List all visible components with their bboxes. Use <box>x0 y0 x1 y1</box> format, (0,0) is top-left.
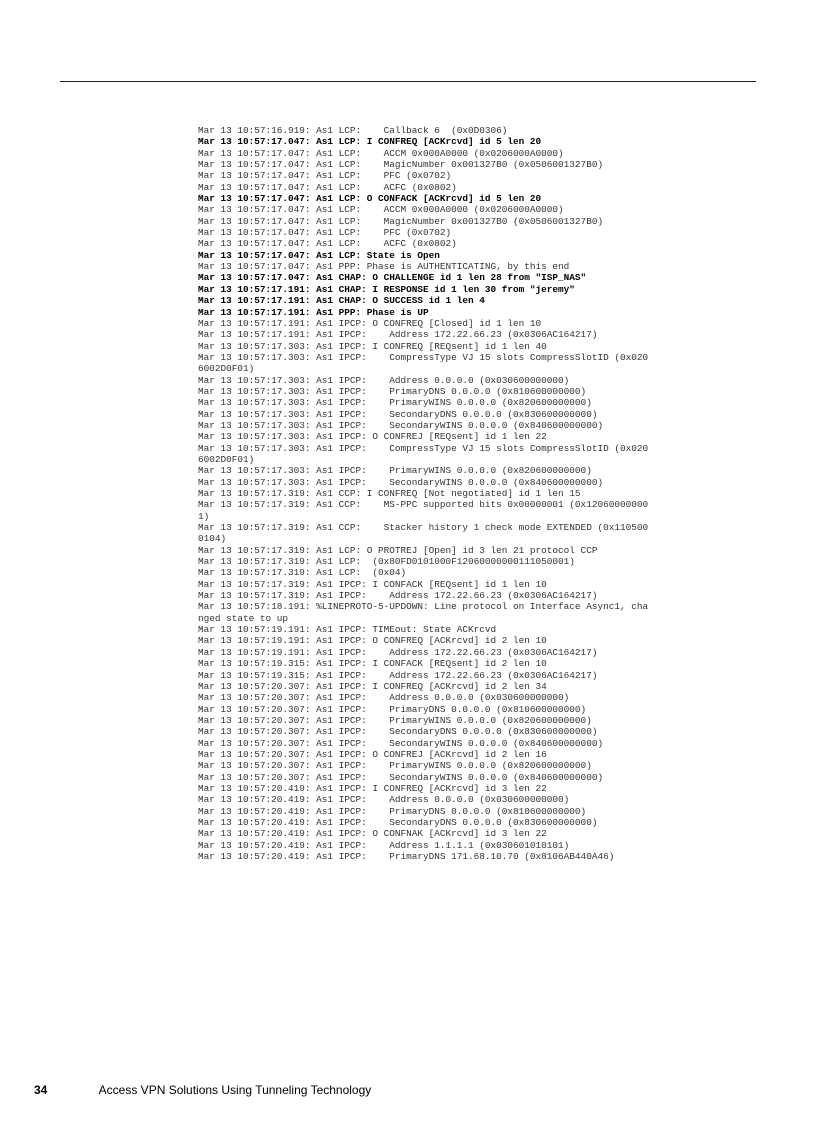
log-line: nged state to up <box>198 612 289 624</box>
log-line-bold: Mar 13 10:57:17.191: As1 PPP: Phase is UP <box>198 306 429 318</box>
log-line: Mar 13 10:57:20.419: As1 IPCP: SecondaryDNS 0.0.0.0 (0x830600000000) <box>198 816 598 828</box>
log-line: 6002D0F01) <box>198 453 255 465</box>
log-line: Mar 13 10:57:19.315: As1 IPCP: Address 172.22.66.23 (0x0306AC164217) <box>198 669 598 681</box>
log-line: Mar 13 10:57:17.191: As1 IPCP: O CONFREQ [Closed] id 1 len 10 <box>198 317 542 329</box>
log-line: Mar 13 10:57:19.315: As1 IPCP: I CONFACK [REQsent] id 2 len 10 <box>198 658 547 670</box>
log-line: Mar 13 10:57:19.191: As1 IPCP: TIMEout: State ACKrcvd <box>198 624 497 636</box>
log-line: Mar 13 10:57:17.191: As1 IPCP: Address 172.22.66.23 (0x0306AC164217) <box>198 329 598 341</box>
log-line: Mar 13 10:57:20.419: As1 IPCP: Address 0.0.0.0 (0x030600000000) <box>198 794 570 806</box>
log-line-bold: Mar 13 10:57:17.191: As1 CHAP: O SUCCESS id 1 len 4 <box>198 295 485 307</box>
log-line: Mar 13 10:57:20.307: As1 IPCP: PrimaryWINS 0.0.0.0 (0x820600000000) <box>198 714 592 726</box>
log-line: Mar 13 10:57:17.303: As1 IPCP: SecondaryDNS 0.0.0.0 (0x830600000000) <box>198 408 598 420</box>
log-line: Mar 13 10:57:17.047: As1 LCP: ACCM 0x000A0000 (0x0206000A0000) <box>198 204 564 216</box>
log-line: Mar 13 10:57:20.307: As1 IPCP: PrimaryDNS 0.0.0.0 (0x810600000000) <box>198 703 587 715</box>
debug-log-listing <box>198 125 738 862</box>
log-line: Mar 13 10:57:17.319: As1 LCP: (0x80FD0101000F12060000000111050001) <box>198 556 575 568</box>
log-line: Mar 13 10:57:18.191: %LINEPROTO-5-UPDOWN: Line protocol on Interface Async1, cha <box>198 601 649 613</box>
log-line: Mar 13 10:57:17.319: As1 CCP: Stacker history 1 check mode EXTENDED (0x110500 <box>198 522 649 534</box>
log-line: Mar 13 10:57:17.303: As1 IPCP: CompressType VJ 15 slots CompressSlotID (0x020 <box>198 442 649 454</box>
header-rule <box>60 81 756 82</box>
log-line-bold: Mar 13 10:57:17.047: As1 LCP: I CONFREQ [ACKrcvd] id 5 len 20 <box>198 136 542 148</box>
log-line: Mar 13 10:57:20.419: As1 IPCP: Address 1.1.1.1 (0x030601010101) <box>198 839 570 851</box>
log-line: Mar 13 10:57:17.047: As1 LCP: MagicNumber 0x001327B0 (0x0506001327B0) <box>198 159 604 171</box>
page-number: 34 <box>34 1083 48 1097</box>
log-line: Mar 13 10:57:17.047: As1 LCP: MagicNumber 0x001327B0 (0x0506001327B0) <box>198 215 604 227</box>
log-line: Mar 13 10:57:20.419: As1 IPCP: PrimaryDNS 0.0.0.0 (0x810600000000) <box>198 805 587 817</box>
log-line: 6002D0F01) <box>198 363 255 375</box>
footer-title: Access VPN Solutions Using Tunneling Technology <box>98 1083 372 1097</box>
log-line-bold: Mar 13 10:57:17.047: As1 LCP: O CONFACK [ACKrcvd] id 5 len 20 <box>198 193 542 205</box>
log-line-bold: Mar 13 10:57:17.047: As1 LCP: State is Open <box>198 249 440 261</box>
log-line: Mar 13 10:57:17.303: As1 IPCP: PrimaryWINS 0.0.0.0 (0x820600000000) <box>198 397 592 409</box>
log-line: Mar 13 10:57:16.919: As1 LCP: Callback 6 (0x0D0306) <box>198 125 508 136</box>
log-line: Mar 13 10:57:17.047: As1 LCP: ACFC (0x0802) <box>198 181 457 193</box>
log-line: Mar 13 10:57:20.307: As1 IPCP: I CONFREQ [ACKrcvd] id 2 len 34 <box>198 680 547 692</box>
log-line: Mar 13 10:57:17.319: As1 CCP: I CONFREQ [Not negotiated] id 1 len 15 <box>198 488 581 499</box>
log-line: Mar 13 10:57:17.319: As1 IPCP: I CONFACK [REQsent] id 1 len 10 <box>198 578 547 590</box>
log-line: Mar 13 10:57:17.047: As1 LCP: PFC (0x0702) <box>198 227 452 239</box>
log-line: Mar 13 10:57:20.307: As1 IPCP: O CONFREJ [ACKrcvd] id 2 len 16 <box>198 748 547 760</box>
log-line: Mar 13 10:57:17.303: As1 IPCP: CompressType VJ 15 slots CompressSlotID (0x020 <box>198 351 649 363</box>
log-line: Mar 13 10:57:17.303: As1 IPCP: O CONFREJ [REQsent] id 1 len 22 <box>198 431 547 443</box>
log-line: Mar 13 10:57:19.191: As1 IPCP: O CONFREQ [ACKrcvd] id 2 len 10 <box>198 635 547 647</box>
log-line: Mar 13 10:57:19.191: As1 IPCP: Address 172.22.66.23 (0x0306AC164217) <box>198 646 598 658</box>
log-line: Mar 13 10:57:20.419: As1 IPCP: I CONFREQ [ACKrcvd] id 3 len 22 <box>198 782 547 794</box>
log-line: 1) <box>198 510 210 522</box>
log-line: Mar 13 10:57:20.419: As1 IPCP: PrimaryDNS 171.68.10.70 (0x8106AB440A46) <box>198 851 615 862</box>
page-footer <box>34 1083 371 1097</box>
log-line: Mar 13 10:57:20.307: As1 IPCP: PrimaryWINS 0.0.0.0 (0x820600000000) <box>198 760 592 772</box>
log-line: Mar 13 10:57:17.319: As1 IPCP: Address 172.22.66.23 (0x0306AC164217) <box>198 590 598 602</box>
log-line: Mar 13 10:57:17.303: As1 IPCP: PrimaryWINS 0.0.0.0 (0x820600000000) <box>198 465 592 477</box>
log-line: Mar 13 10:57:17.047: As1 LCP: ACCM 0x000A0000 (0x0206000A0000) <box>198 147 564 159</box>
log-line: Mar 13 10:57:17.303: As1 IPCP: SecondaryWINS 0.0.0.0 (0x840600000000) <box>198 476 604 488</box>
log-line: Mar 13 10:57:17.319: As1 LCP: (0x04) <box>198 567 407 579</box>
log-line: Mar 13 10:57:20.419: As1 IPCP: O CONFNAK [ACKrcvd] id 3 len 22 <box>198 828 547 840</box>
log-line: Mar 13 10:57:20.307: As1 IPCP: SecondaryDNS 0.0.0.0 (0x830600000000) <box>198 726 598 738</box>
log-line: Mar 13 10:57:17.303: As1 IPCP: SecondaryWINS 0.0.0.0 (0x840600000000) <box>198 419 604 431</box>
log-line: 0104) <box>198 533 227 545</box>
log-line: Mar 13 10:57:20.307: As1 IPCP: Address 0.0.0.0 (0x030600000000) <box>198 692 570 704</box>
log-line: Mar 13 10:57:17.319: As1 LCP: O PROTREJ [Open] id 3 len 21 protocol CCP <box>198 544 598 556</box>
log-line-bold: Mar 13 10:57:17.191: As1 CHAP: I RESPONSE id 1 len 30 from "jeremy" <box>198 283 575 295</box>
log-line: Mar 13 10:57:17.303: As1 IPCP: Address 0.0.0.0 (0x030600000000) <box>198 374 570 386</box>
log-line: Mar 13 10:57:17.047: As1 LCP: ACFC (0x0802) <box>198 238 457 250</box>
log-line: Mar 13 10:57:20.307: As1 IPCP: SecondaryWINS 0.0.0.0 (0x840600000000) <box>198 771 604 783</box>
log-line-bold: Mar 13 10:57:17.047: As1 CHAP: O CHALLENGE id 1 len 28 from "ISP_NAS" <box>198 272 587 284</box>
log-line: Mar 13 10:57:17.303: As1 IPCP: I CONFREQ [REQsent] id 1 len 40 <box>198 340 547 352</box>
log-line: Mar 13 10:57:20.307: As1 IPCP: SecondaryWINS 0.0.0.0 (0x840600000000) <box>198 737 604 749</box>
log-line: Mar 13 10:57:17.319: As1 CCP: MS-PPC supported bits 0x00000001 (0x12060000000 <box>198 499 649 511</box>
log-line: Mar 13 10:57:17.047: As1 LCP: PFC (0x0702) <box>198 170 452 182</box>
log-line: Mar 13 10:57:17.303: As1 IPCP: PrimaryDNS 0.0.0.0 (0x810600000000) <box>198 385 587 397</box>
log-line: Mar 13 10:57:17.047: As1 PPP: Phase is AUTHENTICATING, by this end <box>198 261 570 273</box>
